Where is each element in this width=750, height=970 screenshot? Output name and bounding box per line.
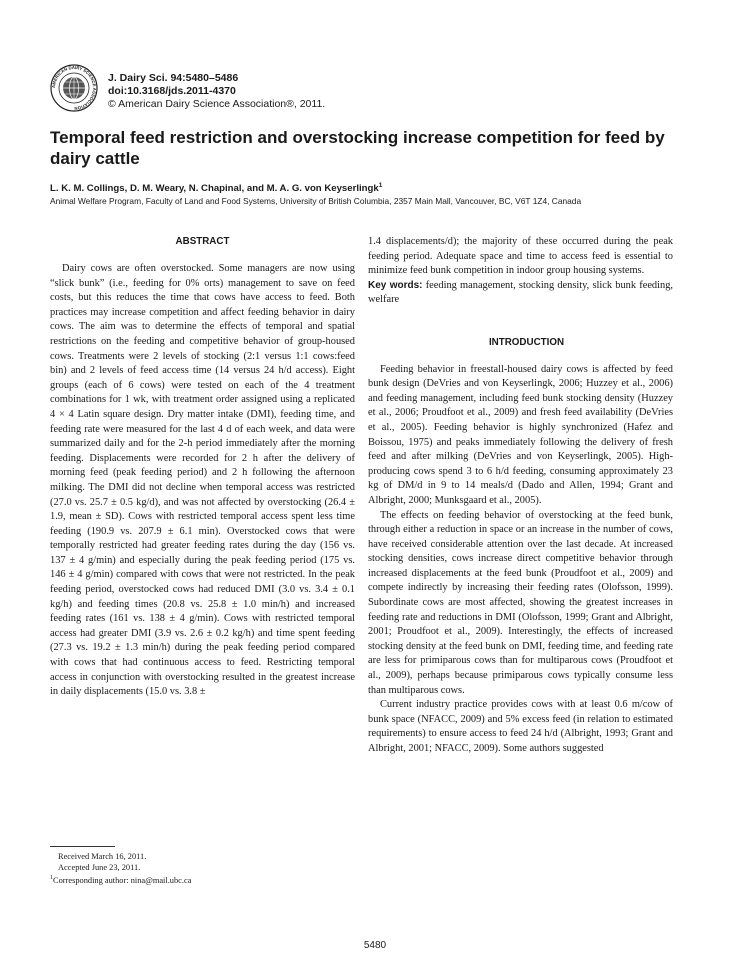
right-column	[368, 235, 673, 757]
author-list	[50, 182, 382, 194]
journal-logo	[50, 64, 98, 112]
svg-text:AMERICAN DAIRY SCIENCE ASSOCIA: AMERICAN DAIRY SCIENCE ASSOCIATION	[50, 64, 98, 112]
keywords	[368, 279, 673, 308]
abstract-heading: ABSTRACT	[175, 236, 230, 247]
journal-doi[interactable]: doi:10.3168/jds.2011-4370	[108, 85, 236, 97]
journal-citation: J. Dairy Sci. 94:5480–5486	[108, 72, 239, 84]
page-number: 5480	[363, 940, 387, 951]
intro-paragraph: The effects on feeding behavior of overstocking at the feed bunk, through either a reduction in space or an increase in the number of cows, have received considerable attention over the last decade. At increased stocking densities, cows increase direct competitive behavior through increased displacements at the feed bunk (Proudfoot et al., 2009) and compete indirectly by increasing their feeding rates (Olofsson, 1999). Subordinate cows are most affected, showing the greatest increases in feeding rate and reductions in DMI (Olofsson, 1999; Grant and Albright, 2001; Proudfoot et al., 2009). Interestingly, the effects of increased stocking density at the feed bunk on DMI, feeding time, and feeding rate are less for primiparous cows than for multiparous cows (Proudfoot et al., 2009), perhaps because primiparous cows typically consume less than multiparous cows.	[368, 509, 673, 696]
left-column	[50, 262, 355, 700]
corresponding-mark: 1	[50, 875, 53, 881]
journal-info	[108, 72, 325, 111]
accepted-date: Accepted June 23, 2011.	[58, 863, 141, 872]
journal-copyright: © American Dairy Science Association®, 2011.	[108, 98, 326, 110]
footnote-rule	[50, 846, 115, 847]
author-footnote-mark: 1	[378, 182, 383, 189]
corresponding-author	[50, 873, 355, 886]
keywords-text: feeding management, stocking density, slick bunk feeding, welfare	[368, 279, 673, 306]
footnotes	[50, 846, 355, 886]
paper-title: Temporal feed restriction and overstocking increase competition for feed by dairy cattle	[50, 128, 665, 168]
introduction-heading: INTRODUCTION	[488, 336, 565, 348]
intro-paragraph: Current industry practice provides cows with at least 0.6 m/cow of bunk space (NFACC, 2009) and 5% excess feed (in relation to estimated requirements) to ensure access to feed 24 h/d (Albright, 1993; Grant and Albright, 2001; NFACC, 2009). Some authors suggested	[368, 699, 673, 754]
intro-paragraph: Feeding behavior in freestall-housed dairy cows is affected by feed bunk design (DeVries and von Keyserlingk, 2006; Huzzey et al., 2006) and feeding management, including feed bunk stocking density (Huzzey et al., 2006; Proudfoot et al., 2009) and fresh feed availability (DeVries et al., 2005). Feeding behavior is highly synchronized (Hafez and Boissou, 1975) and peaks immediately following the delivery of fresh feed and after milking (DeVries and von Keyserlingk, 2005). High-producing cows spend 3 to 6 h/d feeding, consuming approximately 23 kg of DM/d in 9 to 14 meals/d (Dado and Allen, 1994; Grant and Albright, 2000; Munksgaard et al., 2005).	[368, 363, 673, 506]
keywords-label: Key words:	[368, 279, 423, 291]
author-names: L. K. M. Collings, D. M. Weary, N. Chapinal, and M. A. G. von Keyserlingk	[50, 183, 379, 195]
corresponding-text: Corresponding author: nina@mail.ubc.ca	[53, 875, 192, 885]
received-date: Received March 16, 2011.	[58, 852, 147, 861]
abstract-continuation: 1.4 displacements/d); the majority of these occurred during the peak feeding period. Adequate space and time to access feed is essential to minimize feed bunk competition in indoor group housing systems.	[368, 236, 673, 277]
affiliation: Animal Welfare Program, Faculty of Land and Food Systems, University of British Columbia, 2357 Main Mall, Vancouver, BC, V6T 1Z4, Canada	[50, 196, 582, 206]
abstract-text: Dairy cows are often overstocked. Some managers are now using “slick bunk” (i.e., feeding for 0% orts) management to save on feed costs, but this reduces the time that cows have access to feed. Both practices may increase competition and affect feeding behavior in dairy cows. The aim was to determine the effects of temporal and spatial restrictions on the feeding and competitive behavior of group-housed cows. Treatments were 2 levels of stocking (2:1 versus 1:1 cows:feed bin) and 2 levels of feed access time (14 versus 24 h/d access). Eight groups (each of 6 cows) were tested on each of the 4 treatment combinations for 1 wk, with treatment order assigned using a replicated 4 × 4 Latin square design. Dry matter intake (DMI), feeding time, and feeding rate were measured for the last 4 d of each week, and data were summarized daily and for the 2-h period immediately after the morning feeding. Displacements were recorded for 2 h after the delivery of morning feed (peak feeding period) and 2 h following the afternoon milking. The DMI did not decline when temporal access was restricted (27.0 vs. 25.7 ± 0.5 kg/d), and was not affected by overstocking (26.4 ± 1.9, mean ± SD). Cows with restricted temporal access spent less time feeding (190.9 vs. 207.9 ± 6.1 min). Overstocked cows that were temporally restricted had greater feeding rates during the day (156 vs. 137 ± 4 g/min) and especially during the peak feeding period (175 vs. 146 ± 4 g/min) compared with cows that were not restricted. In the peak feeding period, overstocked cows had reduced DMI (3.0 vs. 3.4 ± 0.1 kg/h) and feeding times (20.8 vs. 25.8 ± 1.0 min/h) and increased feeding rates (161 vs. 138 ± 4 g/min). Cows with restricted temporal access had greater DMI (3.9 vs. 2.6 ± 0.2 kg/h) and time spent feeding (27.3 vs. 19.2 ± 1.3 min/h) during the peak feeding period compared with cows that had continuous access to feed. Restricting temporal access in conjunction with overstocking resulted in the greatest increase in daily displacements (15.0 vs. 3.8 ±	[50, 263, 355, 698]
